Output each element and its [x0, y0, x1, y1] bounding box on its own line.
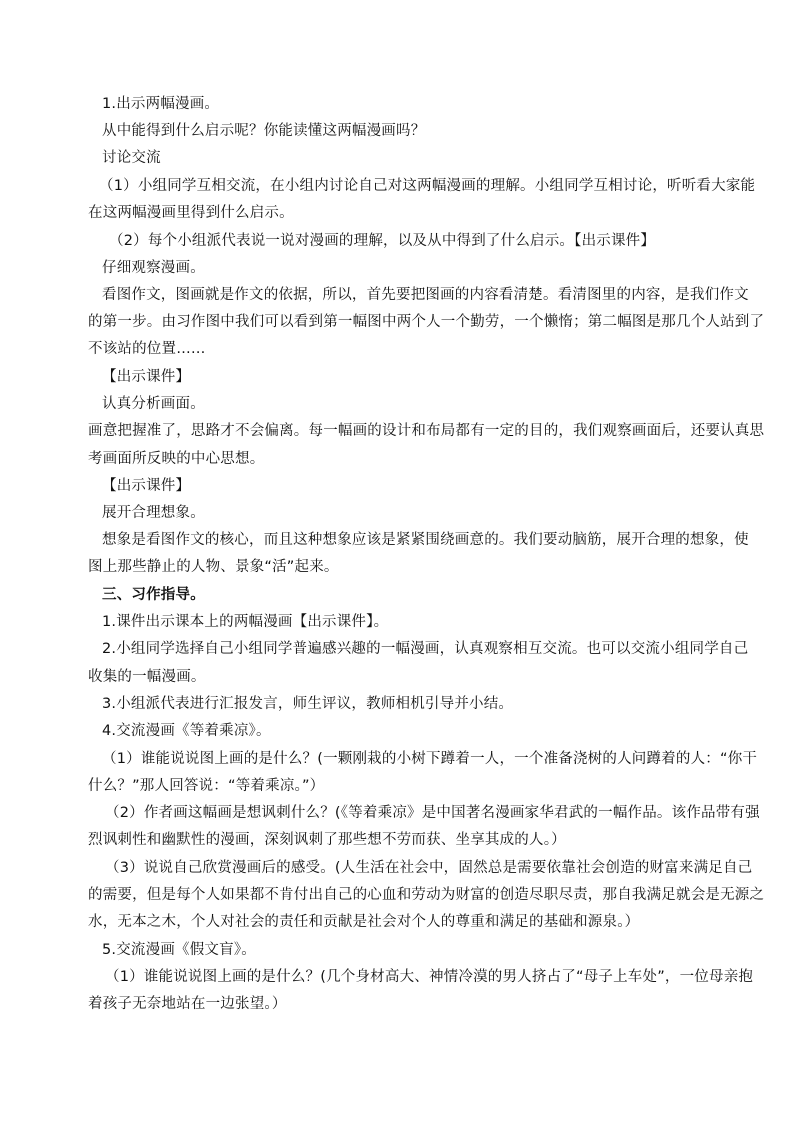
para-line: 水，无本之木，个人对社会的责任和贡献是社会对个人的尊重和满足的基础和源泉。） — [88, 914, 640, 930]
para-line: 2.小组同学选择自己小组同学普遍感兴趣的一幅漫画，认真观察相互交流。也可以交流小组同学自己 — [102, 641, 749, 657]
para-line: 什么？”那人回答说：“等着乘凉。”） — [88, 778, 325, 794]
para-line: 的需要，但是每个人如果都不肯付出自己的心血和劳动为财富的创造尽职尽责，那自我满足就会是无源之 — [88, 887, 765, 903]
para-line: （1）谁能说说图上画的是什么？(几个身材高大、神情冷漠的男人挤占了“母子上车处”，一位母亲抱 — [105, 969, 754, 985]
para-line: 展开合理想象。 — [102, 505, 205, 521]
para-line: 1.出示两幅漫画。 — [102, 96, 220, 112]
para-line: 1.课件出示课本上的两幅漫画【出示课件】。 — [102, 614, 389, 630]
para-line: （1）小组同学互相交流，在小组内讨论自己对这两幅漫画的理解。小组同学互相讨论，听听看大家能 — [99, 178, 756, 194]
para-line: 【出示课件】 — [102, 478, 191, 494]
para-line: 收集的一幅漫画。 — [88, 669, 206, 685]
para-line: （2）作者画这幅画是想讽刺什么？(《等着乘凉》是中国著名漫画家华君武的一幅作品。该作品带有强 — [105, 805, 760, 821]
para-line: 画意把握准了，思路才不会偏离。每一幅画的设计和布局都有一定的目的，我们观察画面后，还要认真思 — [88, 423, 765, 439]
para-line: 3.小组派代表进行汇报发言，师生评议，教师相机引导并小结。 — [102, 696, 514, 712]
section-heading: 三、习作指导。 — [102, 587, 205, 603]
para-line: （1）谁能说说图上画的是什么？(一颗刚栽的小树下蹲着一人，一个准备浇树的人问蹲着的人：“你干 — [102, 751, 758, 767]
para-line: 想象是看图作文的核心，而且这种想象应该是紧紧围绕画意的。我们要动脑筋，展开合理的想象，使 — [102, 532, 749, 548]
para-line: （2）每个小组派代表说一说对漫画的理解，以及从中得到了什么启示。【出示课件】 — [109, 233, 656, 249]
para-line: 讨论交流 — [102, 150, 161, 166]
para-line: 的第一步。由习作图中我们可以看到第一幅图中两个人一个勤劳，一个懒惰；第二幅图是那几个人站到了 — [88, 314, 765, 330]
para-line: 在这两幅漫画里得到什么启示。 — [88, 205, 294, 221]
para-line: 烈讽刺性和幽默性的漫画，深刻讽刺了那些想不劳而获、坐享其成的人。） — [88, 832, 566, 848]
para-line: 着孩子无奈地站在一边张望。） — [88, 996, 287, 1012]
para-line: 认真分析画面。 — [102, 396, 205, 412]
para-line: 图上那些静止的人物、景象“活”起来。 — [88, 559, 339, 575]
para-line: 看图作文，图画就是作文的依据，所以，首先要把图画的内容看清楚。看清图里的内容，是我们作文 — [102, 287, 749, 303]
para-line: 【出示课件】 — [102, 369, 191, 385]
para-line: 考画面所反映的中心思想。 — [88, 451, 265, 467]
para-line: 仔细观察漫画。 — [102, 260, 205, 276]
para-line: 5.交流漫画《假文盲》。 — [102, 942, 256, 958]
para-line: 从中能得到什么启示呢？你能读懂这两幅漫画吗？ — [102, 123, 426, 139]
para-line: 不该站的位置…… — [88, 341, 206, 357]
para-line: （3）说说自己欣赏漫画后的感受。(人生活在社会中，固然总是需要依靠社会创造的财富来满足自己 — [105, 860, 753, 876]
para-line: 4.交流漫画《等着乘凉》。 — [102, 723, 271, 739]
